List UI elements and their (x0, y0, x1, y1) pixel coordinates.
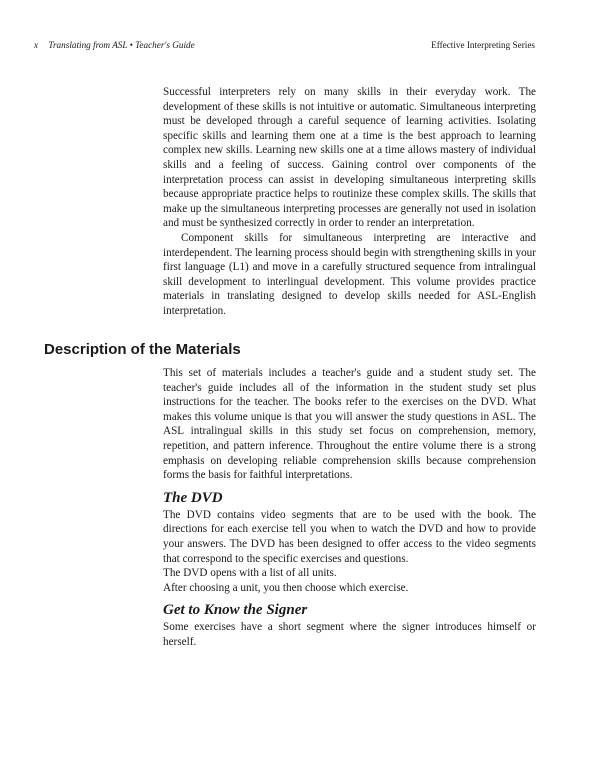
dvd-paragraph-3: After choosing a unit, you then choose which exercise. (163, 581, 409, 594)
materials-text (163, 366, 536, 650)
signer-paragraph: Some exercises have a short segment where the signer introduces himself or herself. (163, 621, 536, 648)
dvd-paragraph-2: The DVD opens with a list of all units. (163, 567, 337, 580)
running-header-left (34, 40, 195, 50)
section-heading: Description of the Materials (44, 341, 241, 358)
running-header-series: Effective Interpreting Series (431, 40, 535, 50)
dvd-heading: The DVD (163, 489, 223, 506)
book-title: Translating from ASL • Teacher's Guide (48, 40, 195, 50)
materials-paragraph: This set of materials includes a teacher's guide and a student study set. The teacher's guide includes all of the information in the student study set plus instructions for the teacher. The books refer to the exercises on the DVD. What makes this volume unique is that you will answer the study questions in ASL. The ASL intralingual skills in this study set focus on comprehension, memory, repetition, and pattern inference. Throughout the entire volume there is a strong emphasis on developing reliable comprehension skills because comprehension forms the basis for faithful interpretations. (163, 367, 536, 482)
signer-heading: Get to Know the Signer (163, 602, 308, 619)
page-number: x (34, 40, 39, 50)
intro-paragraph-1: Successful interpreters rely on many skills in their everyday work. The development of these skills is not intuitive or automatic. Simultaneous interpreting must be developed through a careful sequence of learning activities. Isolating specific skills and learning them one at a time is the best approach to learning complex new skills. Learning new skills one at a time allows mastery of individual skills and a feeling of success. Gaining control over components of the interpretation process can assist in developing simultaneous interpreting skills because appropriate practice helps to routinize these complex skills. The skills that make up the simultaneous interpreting processes are generally not used in isolation and must be synthesized correctly in order to render an interpretation. (163, 86, 536, 230)
dvd-paragraph-1: The DVD contains video segments that are to be used with the book. The directions for each exercise tell you when to watch the DVD and how to provide your answers. The DVD has been designed to offer access to the video segments that correspond to the specific exercises and questions. (163, 508, 536, 565)
intro-paragraph-2: Component skills for simultaneous interpreting are interactive and interdependent. The learning process should begin with strengthening skills in your first language (L1) and move in a carefully structured sequence from intralingual skill development to interlingual development. This volume provides practice materials in translating designed to develop skills needed for ASL-English interpretation. (163, 231, 536, 317)
intro-text (163, 85, 536, 319)
